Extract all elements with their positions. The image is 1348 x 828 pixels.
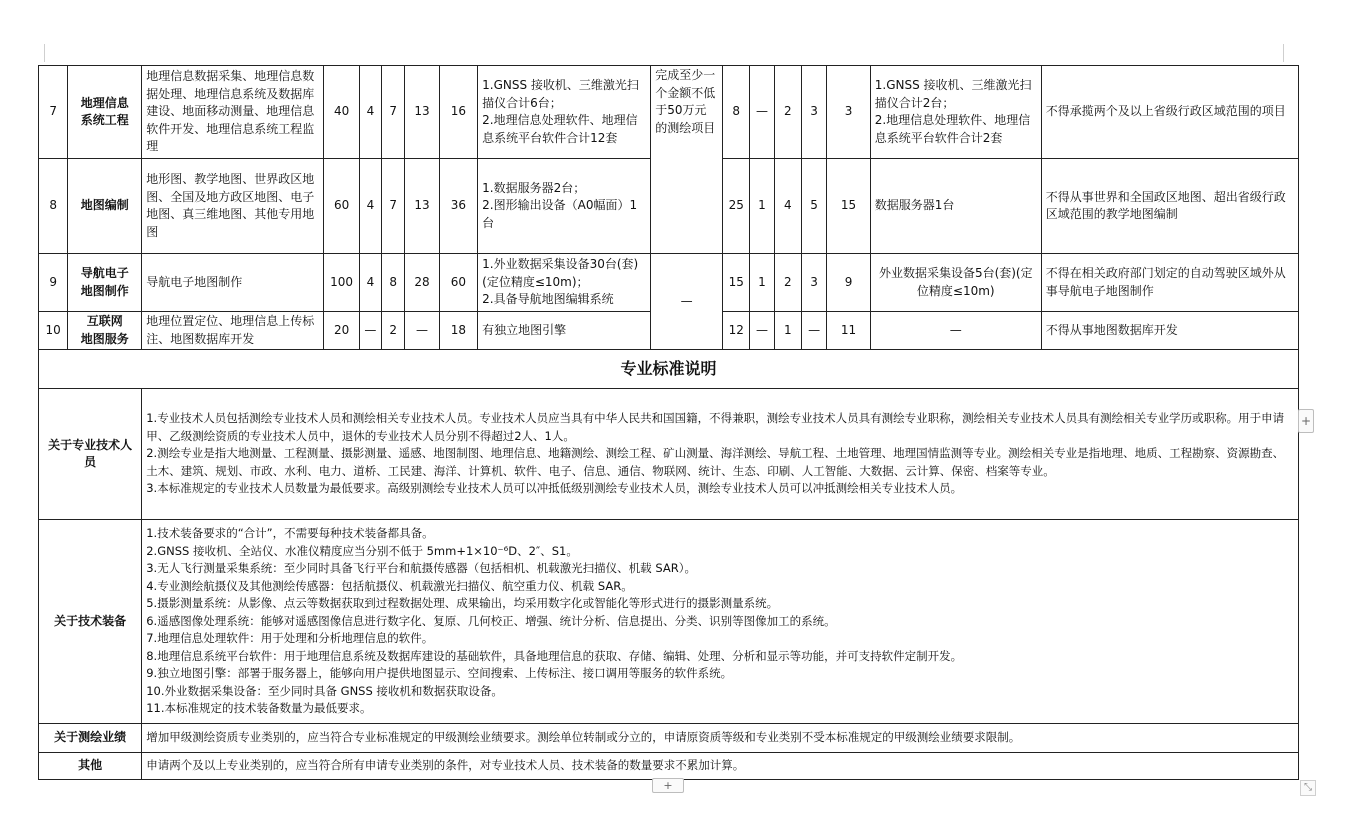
grade-a-staff-senior: — xyxy=(359,312,381,350)
note-row-other xyxy=(39,753,1299,780)
note-content xyxy=(142,753,1299,780)
category-name: 地图编制 xyxy=(68,159,142,254)
note-item: 10.外业数据采集设备：至少同时具备 GNSS 接收机和数据获取设备。 xyxy=(146,683,503,698)
business-scope: 导航电子地图制作 xyxy=(142,254,324,312)
grade-a-staff-mid: 7 xyxy=(382,159,405,254)
grade-a-staff-related: 16 xyxy=(439,66,477,159)
grade-b-staff-related: 15 xyxy=(827,159,871,254)
grade-b-staff-related: 11 xyxy=(827,312,871,350)
note-item: 7.地理信息处理软件：用于处理和分析地理信息的软件。 xyxy=(146,631,434,646)
business-limitation: 不得从事世界和全国政区地图、超出省级行政区域范围的教学地图编制 xyxy=(1041,159,1298,254)
grade-b-staff-related: 9 xyxy=(827,254,871,312)
grade-a-equipment: 1.数据服务器2台； 2.图形输出设备（A0幅面）1台 xyxy=(478,159,651,254)
grade-b-staff-senior: — xyxy=(750,312,774,350)
note-content xyxy=(142,520,1299,724)
note-item: 申请两个及以上专业类别的，应当符合所有申请专业类别的条件，对专业技术人员、技术装备的数量要求不累加计算。 xyxy=(146,758,745,773)
grade-b-staff-mid: 1 xyxy=(774,312,801,350)
grade-a-staff-senior: 4 xyxy=(359,66,381,159)
add-column-button[interactable]: + xyxy=(1298,409,1314,433)
grade-a-staff-total: 20 xyxy=(324,312,359,350)
note-content xyxy=(142,389,1299,520)
grade-a-staff-related: 36 xyxy=(439,159,477,254)
grade-a-performance: 完成至少一个金额不低于50万元的测绘项目 xyxy=(651,66,723,254)
grade-a-staff-junior: 28 xyxy=(405,254,439,312)
note-content xyxy=(142,724,1299,753)
note-item: 1.专业技术人员包括测绘专业技术人员和测绘相关专业技术人员。专业技术人员应当具有中华人民共和国国籍，不得兼职，测绘专业技术人员具有测绘专业职称，测绘相关专业技术人员具有测绘相关专业学历或职称。用于申请甲、乙级测绘资质的专业技术人员中，退休的专业技术人员分别不得超过2人、1人。 xyxy=(146,411,1285,443)
note-item: 1.技术装备要求的“合计”，不需要每种技术装备都具备。 xyxy=(146,526,434,541)
grade-b-staff-junior: 5 xyxy=(801,159,826,254)
grade-b-equipment: 1.GNSS 接收机、三维激光扫描仪合计2台； 2.地理信息处理软件、地理信息系统平台软件合计2套 xyxy=(870,66,1041,159)
grade-b-equipment: — xyxy=(870,312,1041,350)
grade-a-equipment: 有独立地图引擎 xyxy=(478,312,651,350)
grade-a-equipment: 1.外业数据采集设备30台(套)(定位精度≤10m)； 2.具备导航地图编辑系统 xyxy=(478,254,651,312)
business-limitation: 不得从事地图数据库开发 xyxy=(1041,312,1298,350)
page-corner-mark-right xyxy=(1283,44,1284,62)
note-item: 2.测绘专业是指大地测量、工程测量、摄影测量、遥感、地图制图、地理信息、地籍测绘、测绘工程、矿山测量、海洋测绘、导航工程、土地管理、地理国情监测等专业。测绘相关专业是指地理、地质、工程勘察、资源勘查、土木、建筑、规划、市政、水利、电力、道桥、工民建、海洋、计算机、软件、电子、信息、通信、物联网、统计、生态、印刷、人工智能、大数据、云计算、保密、档案等专业。 xyxy=(146,446,1285,478)
business-limitation: 不得在相关政府部门划定的自动驾驶区域外从事导航电子地图制作 xyxy=(1041,254,1298,312)
note-row-performance xyxy=(39,724,1299,753)
category-name: 导航电子 地图制作 xyxy=(68,254,142,312)
grade-b-staff-mid: 4 xyxy=(774,159,801,254)
row-number: 7 xyxy=(39,66,68,159)
section-title-row xyxy=(39,350,1299,389)
grade-a-equipment: 1.GNSS 接收机、三维激光扫描仪合计6台； 2.地理信息处理软件、地理信息系统平台软件合计12套 xyxy=(478,66,651,159)
grade-a-staff-total: 60 xyxy=(324,159,359,254)
category-name: 互联网 地图服务 xyxy=(68,312,142,350)
grade-b-staff-senior: 1 xyxy=(750,254,774,312)
category-name: 地理信息 系统工程 xyxy=(68,66,142,159)
grade-a-staff-senior: 4 xyxy=(359,254,381,312)
grade-b-performance: — xyxy=(651,254,723,350)
grade-b-staff-junior: — xyxy=(801,312,826,350)
note-item: 增加甲级测绘资质专业类别的，应当符合专业标准规定的甲级测绘业绩要求。测绘单位转制或分立的，申请原资质等级和专业类别不受本标准规定的甲级测绘业绩要求限制。 xyxy=(146,730,1021,745)
row-number: 8 xyxy=(39,159,68,254)
note-item: 3.本标准规定的专业技术人员数量为最低要求。高级别测绘专业技术人员可以冲抵低级别测绘专业技术人员，测绘专业技术人员可以冲抵测绘相关专业技术人员。 xyxy=(146,481,963,496)
table-row xyxy=(39,66,1299,159)
business-scope: 地形图、教学地图、世界政区地图、全国及地方政区地图、电子地图、真三维地图、其他专用地图 xyxy=(142,159,324,254)
grade-a-staff-related: 60 xyxy=(439,254,477,312)
grade-a-staff-mid: 8 xyxy=(382,254,405,312)
grade-a-staff-mid: 7 xyxy=(382,66,405,159)
page-corner-mark-left xyxy=(44,44,45,62)
grade-b-equipment: 数据服务器1台 xyxy=(870,159,1041,254)
grade-b-staff-senior: — xyxy=(750,66,774,159)
grade-a-staff-junior: 13 xyxy=(405,66,439,159)
business-scope: 地理位置定位、地理信息上传标注、地图数据库开发 xyxy=(142,312,324,350)
grade-b-staff-total: 15 xyxy=(723,254,750,312)
grade-b-staff-senior: 1 xyxy=(750,159,774,254)
note-label: 关于测绘业绩 xyxy=(39,724,142,753)
note-item: 4.专业测绘航摄仪及其他测绘传感器：包括航摄仪、机载激光扫描仪、航空重力仪、机载 SAR。 xyxy=(146,578,633,593)
grade-a-staff-junior: — xyxy=(405,312,439,350)
grade-b-staff-total: 25 xyxy=(723,159,750,254)
grade-a-staff-total: 40 xyxy=(324,66,359,159)
grade-b-staff-mid: 2 xyxy=(774,254,801,312)
add-row-button[interactable]: + xyxy=(652,778,684,793)
grade-a-staff-senior: 4 xyxy=(359,159,381,254)
grade-b-staff-junior: 3 xyxy=(801,254,826,312)
grade-b-equipment: 外业数据采集设备5台(套)(定位精度≤10m) xyxy=(870,254,1041,312)
note-label: 其他 xyxy=(39,753,142,780)
note-label: 关于技术装备 xyxy=(39,520,142,724)
table-row xyxy=(39,254,1299,312)
qualification-standard-table xyxy=(38,65,1299,780)
grade-a-staff-total: 100 xyxy=(324,254,359,312)
grade-b-staff-mid: 2 xyxy=(774,66,801,159)
note-item: 8.地理信息系统平台软件：用于地理信息系统及数据库建设的基础软件，具备地理信息的获取、存储、编辑、处理、分析和显示等功能，并可支持软件定制开发。 xyxy=(146,648,963,663)
row-number: 10 xyxy=(39,312,68,350)
note-item: 5.摄影测量系统：从影像、点云等数据获取到过程数据处理、成果输出，均采用数字化或智能化等形式进行的摄影测量系统。 xyxy=(146,596,779,611)
note-item: 9.独立地图引擎：部署于服务器上，能够向用户提供地图显示、空间搜索、上传标注、接口调用等服务的软件系统。 xyxy=(146,666,733,681)
note-item: 2.GNSS 接收机、全站仪、水准仪精度应当分别不低于 5mm+1×10⁻⁶D、2″、S1。 xyxy=(146,543,578,558)
note-item: 11.本标准规定的技术装备数量为最低要求。 xyxy=(146,701,372,716)
note-item: 3.无人飞行测量采集系统：至少同时具备飞行平台和航摄传感器（包括相机、机载激光扫描仪、机载 SAR）。 xyxy=(146,561,696,576)
grade-b-staff-total: 12 xyxy=(723,312,750,350)
grade-b-staff-related: 3 xyxy=(827,66,871,159)
business-scope: 地理信息数据采集、地理信息数据处理、地理信息系统及数据库建设、地面移动测量、地理信息软件开发、地理信息系统工程监理 xyxy=(142,66,324,159)
grade-a-staff-junior: 13 xyxy=(405,159,439,254)
grade-a-staff-mid: 2 xyxy=(382,312,405,350)
note-row-staff xyxy=(39,389,1299,520)
section-title: 专业标准说明 xyxy=(39,350,1299,389)
row-number: 9 xyxy=(39,254,68,312)
grade-b-staff-junior: 3 xyxy=(801,66,826,159)
grade-a-staff-related: 18 xyxy=(439,312,477,350)
note-label: 关于专业技术人员 xyxy=(39,389,142,520)
note-row-equipment xyxy=(39,520,1299,724)
table-resize-handle[interactable]: ⤡ xyxy=(1300,780,1316,796)
grade-b-staff-total: 8 xyxy=(723,66,750,159)
business-limitation: 不得承揽两个及以上省级行政区域范围的项目 xyxy=(1041,66,1298,159)
note-item: 6.遥感图像处理系统：能够对遥感图像信息进行数字化、复原、几何校正、增强、统计分析、信息提出、分类、识别等图像加工的系统。 xyxy=(146,613,836,628)
